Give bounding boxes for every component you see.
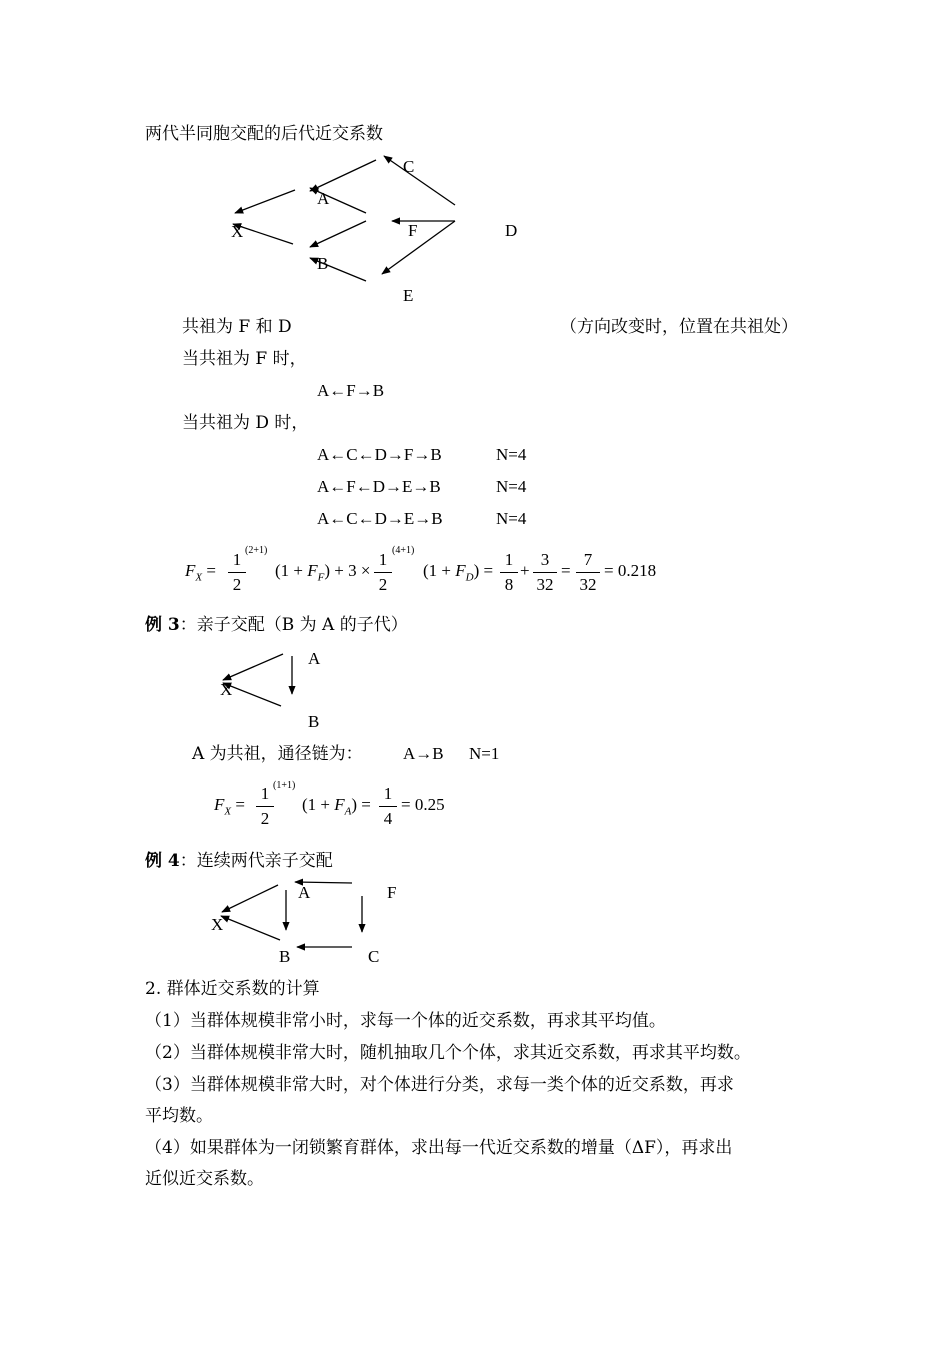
ex4-node-B: B [279, 947, 291, 966]
section2-title: 2. 群体近交系数的计算 [145, 979, 320, 999]
example3-heading: 例 3：亲子交配（B 为 A 的子代） [145, 615, 408, 635]
item-4: （4）如果群体为一闭锁繁育群体，求出每一代近交系数的增量（ΔF），再求出 [145, 1138, 733, 1158]
path-D-3-n: N=4 [496, 509, 527, 528]
formula1-lhs: F [185, 561, 196, 580]
item-3: （3）当群体规模非常大时，对个体进行分类，求每一类个体的近交系数，再求 [145, 1075, 734, 1095]
halfsib-diagram-arrows [233, 156, 455, 281]
formula1-frac3: 1 8 [500, 550, 518, 595]
arrow-A-to-X [235, 190, 295, 213]
node-F: F [408, 221, 418, 240]
arrow-A-to-X-ex3 [223, 654, 283, 680]
item-2: （2）当群体规模非常大时，随机抽取几个个体，求其近交系数，再求其平均数。 [145, 1043, 751, 1063]
arrow-D-to-C [384, 156, 455, 205]
item-3-cont: 平均数。 [145, 1106, 213, 1126]
formula2-frac1: 1 2 [256, 784, 274, 829]
path-A: A→B [403, 744, 444, 763]
halfsib-heading: 两代半同胞交配的后代近交系数 [145, 124, 383, 144]
node-B: B [317, 254, 329, 273]
formula1-plus: + [520, 561, 530, 580]
path-A-n: N=1 [469, 744, 500, 763]
formula1-frac4: 3 32 [533, 550, 557, 595]
example4-heading: 例 4：连续两代亲子交配 [145, 851, 333, 871]
ex3-node-X: X [220, 680, 233, 699]
formula1-frac1: 1 2 [228, 550, 246, 595]
formula2-exp: (1+1) [273, 780, 296, 791]
ex4-node-X: X [211, 915, 224, 934]
formula1-exp2: (4+1) [392, 545, 415, 556]
formula1-lhs-sub: X [195, 571, 203, 584]
formula1-frac2: 1 2 [374, 550, 392, 595]
ex3-node-A: A [308, 649, 321, 668]
path-D-2-n: N=4 [496, 477, 527, 496]
path-D-1: A←C←D→F→B [317, 445, 442, 464]
formula1-result: = 0.218 [604, 561, 657, 580]
common-ancestor-line: 共祖为 F 和 D [182, 317, 292, 337]
ex4-node-F: F [387, 883, 397, 902]
node-C: C [403, 157, 415, 176]
item-1: （1）当群体规模非常小时，求每一个体的近交系数，再求其平均值。 [145, 1011, 666, 1031]
formula1-term2-close: ) = [473, 561, 494, 580]
path-D-1-n: N=4 [496, 445, 527, 464]
path-F: A←F→B [317, 381, 385, 400]
parent-offspring-diagram-arrows [223, 654, 292, 706]
formula1-frac5: 7 32 [576, 550, 600, 595]
two-gen-diagram-arrows [221, 882, 362, 947]
item-4-cont: 近似近交系数。 [145, 1169, 264, 1189]
ancestor-A-line: A 为共祖，通径链为： [192, 744, 363, 764]
node-D: D [505, 221, 518, 240]
formula1-eq: = [561, 561, 571, 580]
formula1-term1: (1 + [275, 561, 308, 580]
node-X: X [231, 222, 244, 241]
path-D-2: A←F←D→E→B [317, 477, 441, 496]
when-D-line: 当共祖为 D 时， [182, 413, 309, 433]
ex3-node-B: B [308, 712, 320, 731]
node-A: A [317, 189, 330, 208]
arrow-C-to-A [310, 160, 376, 191]
when-F-line: 当共祖为 F 时， [182, 349, 307, 369]
path-D-3: A←C←D→E→B [317, 509, 443, 528]
formula1-exp1: (2+1) [245, 545, 268, 556]
formula2-frac2: 1 4 [379, 784, 397, 829]
arrow-B-to-X-ex4 [221, 916, 280, 940]
formula2-result: = 0.25 [401, 795, 445, 814]
ex4-node-A: A [298, 883, 311, 902]
formula1-term2: (1 + [423, 561, 456, 580]
arrow-A-to-X-ex4 [222, 885, 278, 912]
direction-note: （方向改变时，位置在共祖处） [560, 317, 798, 337]
node-E: E [403, 286, 414, 305]
arrow-F-to-B [310, 221, 366, 247]
arrow-D-to-E [382, 221, 455, 274]
ex4-node-C: C [368, 947, 380, 966]
formula1-term1-close: ) + 3 × [324, 561, 371, 580]
